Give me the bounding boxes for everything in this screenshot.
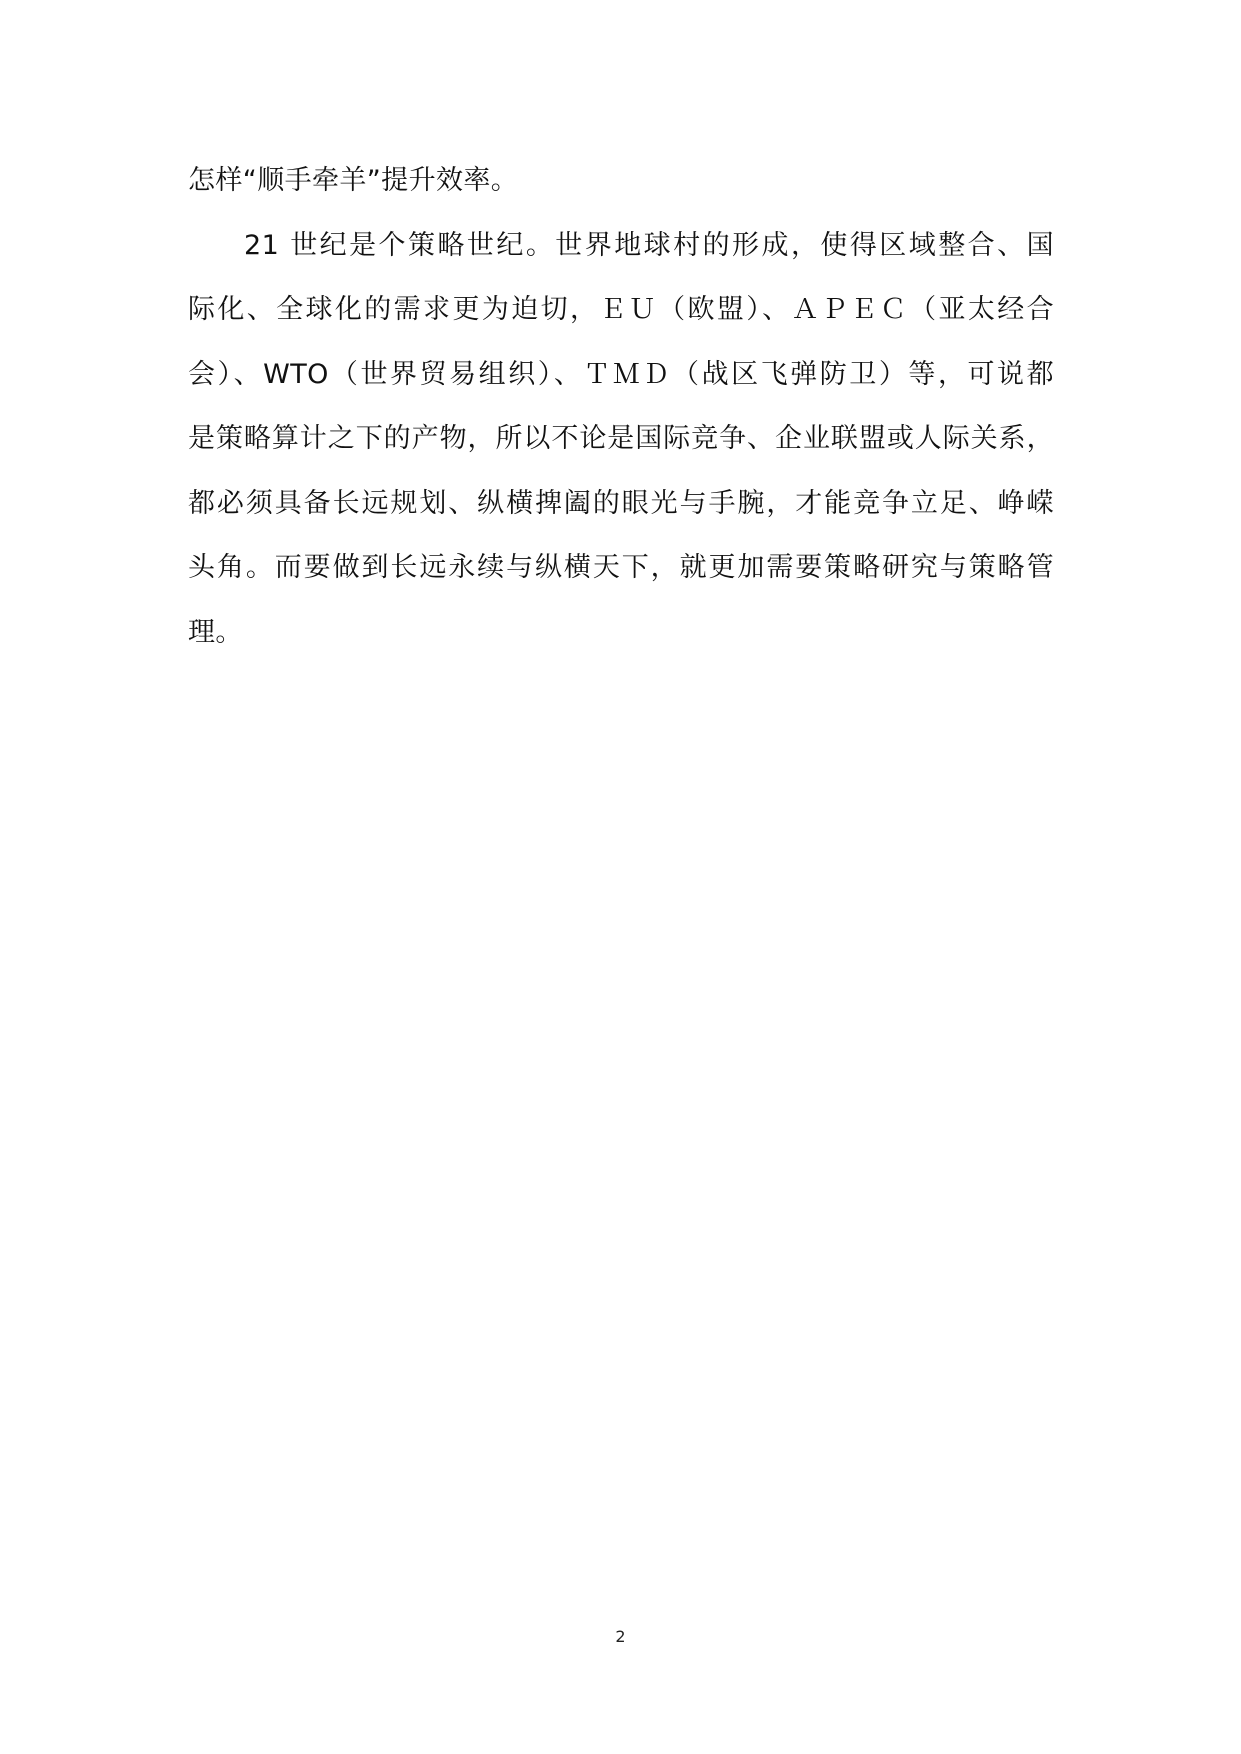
document-body — [188, 158, 1054, 674]
paragraph-line: 是策略算计之下的产物，所以不论是国际竞争、企业联盟或人际关系， — [188, 423, 1054, 454]
paragraph-line: 怎样“顺手牵羊”提升效率。 — [188, 165, 519, 196]
paragraph-line: 际化、全球化的需求更为迫切，ＥＵ（欧盟）、ＡＰＥＣ（亚太经合 — [188, 294, 1054, 325]
paragraph-line: 头角。而要做到长远永续与纵横天下，就更加需要策略研究与策略管 — [188, 552, 1054, 583]
page-number: 2 — [615, 1627, 626, 1646]
paragraph-line: 21 世纪是个策略世纪。世界地球村的形成，使得区域整合、国 — [244, 229, 1054, 261]
paragraph-line: 会）、WTO（世界贸易组织）、ＴＭＤ（战区飞弹防卫）等，可说都 — [188, 358, 1054, 390]
paragraph-line: 理。 — [188, 616, 243, 648]
paragraph-line: 都必须具备长远规划、纵横捭阖的眼光与手腕，才能竞争立足、峥嵘 — [188, 487, 1054, 519]
